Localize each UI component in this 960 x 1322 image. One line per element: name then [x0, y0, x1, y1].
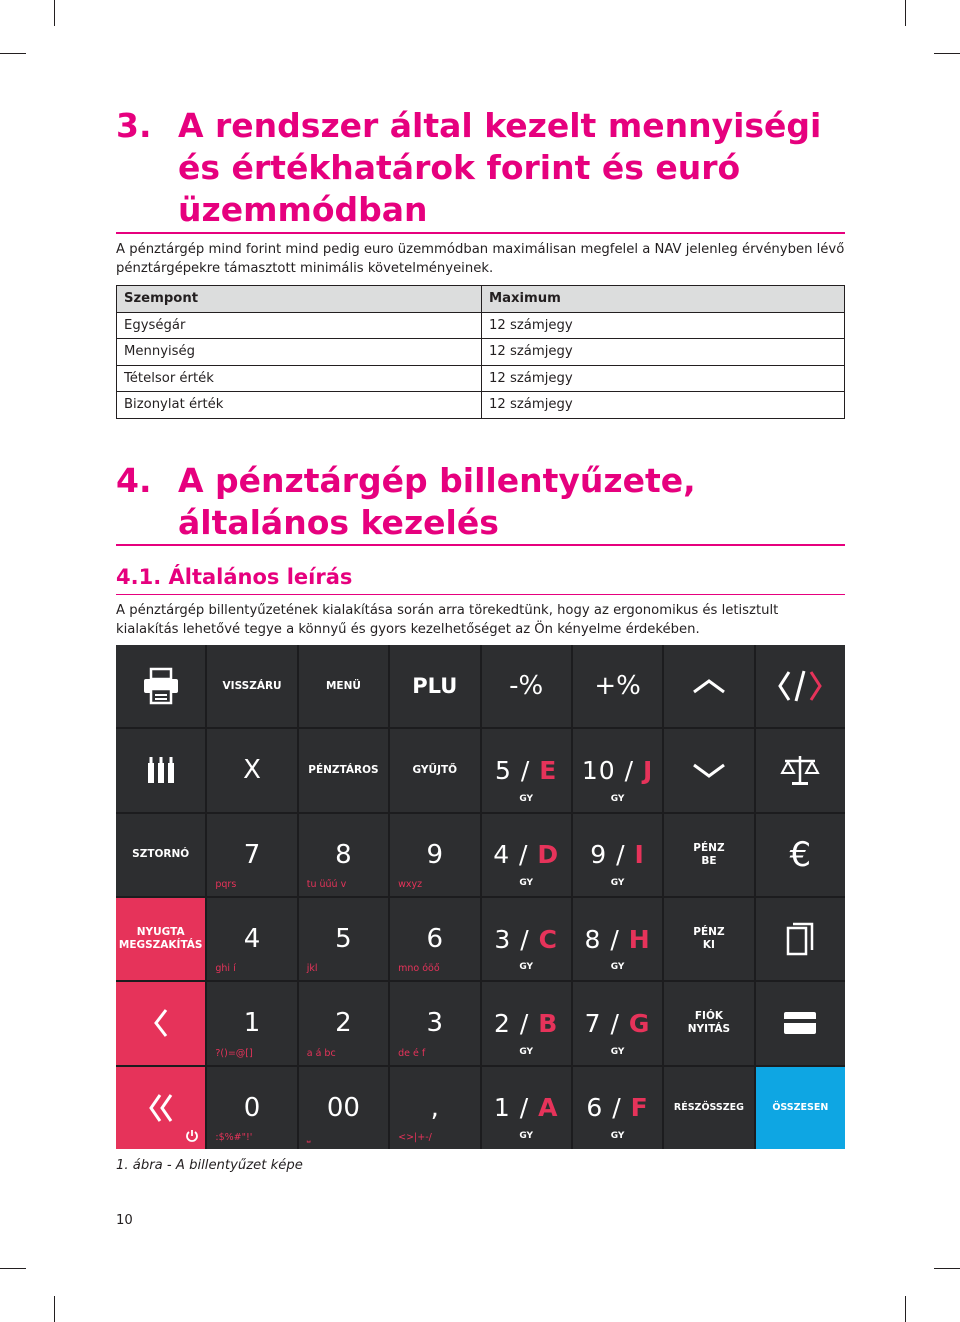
key-gy-label: GY: [610, 962, 625, 973]
key-letter: G: [628, 1008, 651, 1038]
section41-heading: 4.1. Általános leírás: [116, 565, 353, 589]
key-3: [390, 982, 479, 1064]
key-reszosszeg: RÉSZÖSSZEG: [664, 1067, 753, 1149]
key-digit: 7: [243, 839, 261, 870]
key-letters: mno óöő: [398, 963, 440, 975]
key-digit: 9: [590, 840, 608, 870]
section3-title: A rendszer által kezelt mennyiségi és értékhatárok forint és euró üzemmódban: [178, 106, 822, 229]
key-letter: A: [538, 1093, 559, 1123]
bottles-icon: [145, 755, 177, 785]
key-gy-label: GY: [519, 878, 534, 888]
key-bottles: [116, 729, 205, 811]
key-2: [299, 982, 388, 1064]
key-digit: 5: [495, 755, 512, 785]
figure-caption: 1. ábra - A billentyűzet képe: [116, 1158, 303, 1173]
table-cell: Egységár: [117, 312, 482, 339]
table-row: [117, 365, 845, 392]
power-icon: [185, 1129, 199, 1143]
key-1: [207, 982, 296, 1064]
table-header: Maximum: [482, 286, 845, 313]
key-comma: [390, 1067, 479, 1149]
crop-mark: [0, 1268, 26, 1269]
key-menu: MENÜ: [299, 645, 388, 727]
key-7-g: 7 / G GY: [573, 982, 662, 1064]
chevron-left-icon: [151, 1007, 171, 1039]
crop-mark: [934, 1268, 960, 1269]
key-digit: 5: [335, 924, 352, 955]
key-visszaru: VISSZÁRU: [207, 645, 296, 727]
key-digit: ,: [430, 1092, 439, 1123]
key-6-f: 6 / F GY: [573, 1067, 662, 1149]
crop-mark: [54, 0, 55, 26]
key-digit: 6: [586, 1093, 604, 1123]
key-letters: de é f: [398, 1047, 426, 1059]
key-nyugta-megszakitas: NYUGTA MEGSZAKÍTÁS: [116, 898, 205, 980]
table-header: Szempont: [117, 286, 482, 313]
key-digit: 8: [335, 839, 352, 870]
euro-icon: €: [789, 834, 812, 875]
key-digit: 7: [584, 1008, 602, 1038]
key-digit: 10: [581, 755, 616, 785]
key-osszesen: ÖSSZESEN: [756, 1067, 845, 1149]
key-4: [207, 898, 296, 980]
key-gy-label: GY: [610, 1046, 625, 1057]
key-digit: 4: [243, 924, 261, 955]
key-gy-label: GY: [519, 962, 534, 973]
key-digit: 0: [243, 1092, 261, 1123]
key-letter: H: [628, 924, 651, 954]
double-chevron-left-icon: [147, 1092, 175, 1124]
key-gy-label: GY: [610, 793, 625, 804]
caret-up-icon: [691, 676, 727, 696]
key-6: [390, 898, 479, 980]
key-up: [664, 645, 753, 727]
key-letters: a á bc: [306, 1047, 336, 1059]
key-letter: D: [537, 840, 560, 870]
key-8: [299, 814, 388, 896]
table-cell: 12 számjegy: [482, 312, 845, 339]
key-gy-label: GY: [519, 1046, 534, 1057]
key-letter: C: [538, 924, 558, 954]
key-minus-percent: -%: [482, 645, 571, 727]
key-digit: 6: [426, 924, 444, 955]
table-header-row: [117, 286, 845, 313]
section4-rule: [116, 544, 845, 546]
key-4-d: 4 / D GY: [482, 814, 571, 896]
key-x: X: [207, 729, 296, 811]
key-letters: wxyz: [398, 879, 423, 890]
key-7: [207, 814, 296, 896]
key-8-h: 8 / H GY: [573, 898, 662, 980]
key-9-i: 9 / I GY: [573, 814, 662, 896]
key-printer: [116, 645, 205, 727]
card-icon: [782, 1010, 818, 1036]
key-digit: 4: [493, 840, 511, 870]
key-letters: pqrs: [215, 879, 237, 890]
key-penz-ki: PÉNZ KI: [664, 898, 753, 980]
limits-table: [116, 285, 845, 419]
table-cell: 12 számjegy: [482, 392, 845, 419]
section4-number: 4.: [116, 461, 152, 500]
crop-mark: [934, 53, 960, 54]
key-letter: J: [642, 755, 654, 785]
key-fiok-nyitas: FIÓK NYITÁS: [664, 982, 753, 1064]
key-gy-label: GY: [519, 793, 534, 804]
key-double-left: [116, 1067, 205, 1149]
keyboard-figure: [116, 645, 845, 1149]
crop-mark: [905, 0, 906, 26]
key-letters: tu üűú v: [306, 879, 347, 890]
key-digit: 8: [584, 924, 602, 954]
table-cell: 12 számjegy: [482, 339, 845, 366]
table-row: [117, 312, 845, 339]
key-letters: ?()=@[]: [215, 1047, 253, 1059]
table-cell: Tételsor érték: [117, 365, 482, 392]
key-gy-label: GY: [610, 1131, 625, 1141]
section3-intro: A pénztárgép mind forint mind pedig euro üzemmódban maximálisan megfelel a NAV jelenleg érvényben lévő pénztárgépekre támasztott minimális követelményeinek.: [116, 242, 845, 276]
key-digit: 3: [494, 924, 512, 954]
key-left: [116, 982, 205, 1064]
key-code: [756, 645, 845, 727]
key-digit: 3: [426, 1008, 444, 1039]
section3-rule: [116, 232, 845, 234]
scale-icon: [780, 753, 820, 787]
key-00: [299, 1067, 388, 1149]
key-letter: F: [630, 1093, 649, 1123]
key-gy-label: GY: [610, 878, 625, 888]
page-number: 10: [116, 1213, 133, 1228]
table-cell: Bizonylat érték: [117, 392, 482, 419]
key-digit: 2: [335, 1008, 352, 1039]
key-letters: ⎵: [306, 1132, 311, 1143]
section3-number: 3.: [116, 106, 152, 145]
key-letters: <>|+-/: [398, 1132, 432, 1143]
key-plu: PLU: [390, 645, 479, 727]
key-9: [390, 814, 479, 896]
section41-rule: [116, 594, 845, 595]
key-card: [756, 982, 845, 1064]
key-1-a: 1 / A GY: [482, 1067, 571, 1149]
crop-mark: [54, 1296, 55, 1322]
key-digit: 1: [243, 1008, 261, 1039]
crop-mark: [905, 1296, 906, 1322]
key-penztaros: PÉNZTÁROS: [299, 729, 388, 811]
key-letters: jkl: [306, 963, 318, 975]
key-letter: B: [538, 1008, 559, 1038]
key-10-j: 10 / J GY: [573, 729, 662, 811]
key-digit: 00: [326, 1092, 360, 1123]
key-sztorno: SZTORNÓ: [116, 814, 205, 896]
key-penz-be: PÉNZ BE: [664, 814, 753, 896]
section4-title: A pénztárgép billentyűzete, általános kezelés: [178, 461, 696, 542]
table-row: [117, 339, 845, 366]
key-letter: I: [634, 840, 645, 870]
receipt-icon: [785, 922, 815, 956]
key-gy-label: GY: [519, 1131, 534, 1141]
table-cell: 12 számjegy: [482, 365, 845, 392]
key-digit: 2: [494, 1008, 511, 1038]
key-plus-percent: +%: [573, 645, 662, 727]
key-0: [207, 1067, 296, 1149]
printer-icon: [141, 667, 181, 705]
key-5-e: 5 / E GY: [482, 729, 571, 811]
key-letters: :$%#"!': [215, 1132, 253, 1143]
table-cell: Mennyiség: [117, 339, 482, 366]
key-scale: [756, 729, 845, 811]
key-down: [664, 729, 753, 811]
crop-mark: [0, 53, 26, 54]
key-letter: E: [539, 755, 558, 785]
key-letters: ghi í: [215, 963, 236, 975]
table-row: [117, 392, 845, 419]
key-receipt: [756, 898, 845, 980]
caret-down-icon: [691, 760, 727, 780]
key-3-c: 3 / C GY: [482, 898, 571, 980]
key-2-b: 2 / B GY: [482, 982, 571, 1064]
key-digit: 1: [493, 1093, 511, 1123]
key-gyujto: GYŰJTŐ: [390, 729, 479, 811]
key-euro: [756, 814, 845, 896]
key-5: [299, 898, 388, 980]
code-brackets-icon: [777, 669, 823, 703]
section41-text: A pénztárgép billentyűzetének kialakítása során arra törekedtünk, hogy az ergonomikus és letisztult kialakítás lehetővé tegye a könnyű és gyors kezelhetőséget az Ön kényelme érdekében.: [116, 603, 779, 637]
key-digit: 9: [426, 839, 444, 870]
